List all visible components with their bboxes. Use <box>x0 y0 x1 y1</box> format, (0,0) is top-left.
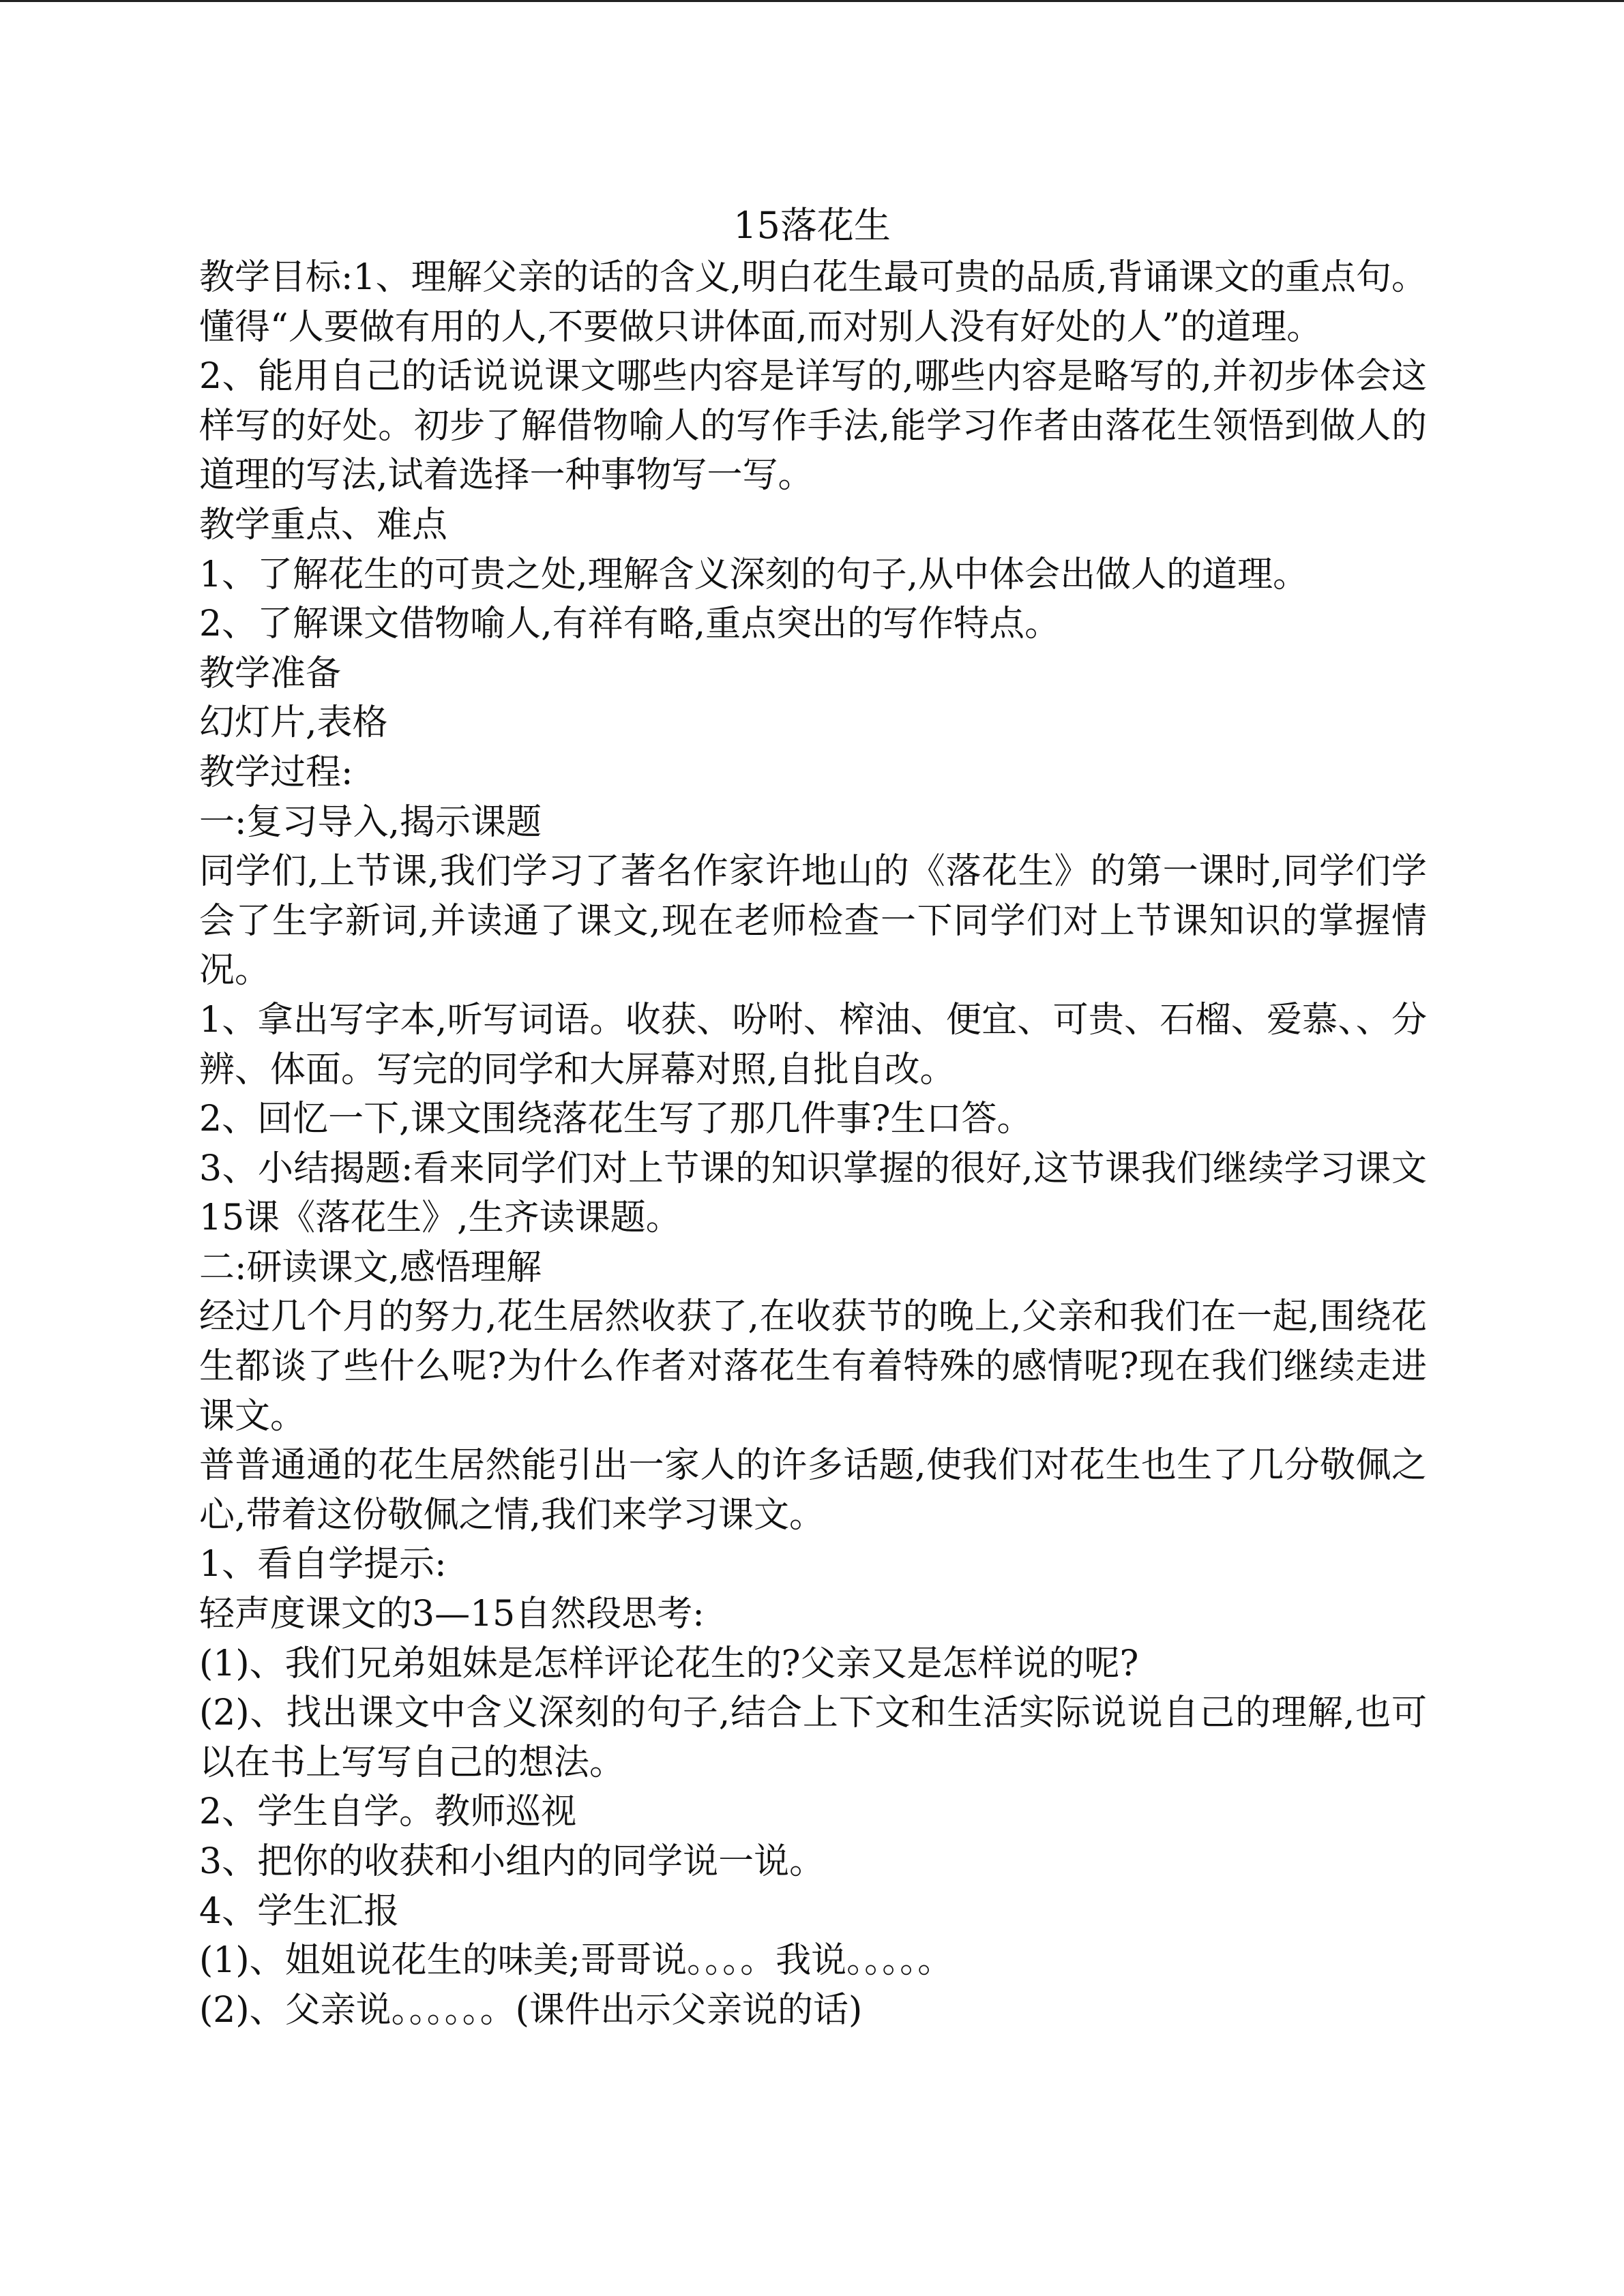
paragraph: 教学目标:1、理解父亲的话的含义,明白花生最可贵的品质,背诵课文的重点句。懂得“人要做有用的人,不要做只讲体面,而对别人没有好处的人”的道理。 <box>199 257 1427 348</box>
document-body <box>199 253 1427 2035</box>
paragraph: 4、学生汇报 <box>199 1890 400 1932</box>
paragraph: 普普通通的花生居然能引出一家人的许多话题,使我们对花生也生了几分敬佩之心,带着这份敬佩之情,我们来学习课文。 <box>199 1445 1427 1536</box>
paragraph: (2)、找出课文中含义深刻的句子,结合上下文和生活实际说说自己的理解,也可以在书上写写自己的想法。 <box>199 1693 1427 1783</box>
paragraph: 教学重点、难点 <box>199 504 448 546</box>
paragraph: 二:研读课文,感悟理解 <box>199 1247 542 1288</box>
paragraph: 一:复习导入,揭示课题 <box>199 801 542 843</box>
paragraph: 1、了解花生的可贵之处,理解含义深刻的句子,从中体会出做人的道理。 <box>199 554 1309 595</box>
paragraph: 3、把你的收获和小组内的同学说一说。 <box>199 1841 825 1882</box>
paragraph: 经过几个月的努力,花生居然收获了,在收获节的晚上,父亲和我们在一起,围绕花生都谈了些什么呢?为什么作者对落花生有着特殊的感情呢?现在我们继续走进课文。 <box>199 1296 1427 1437</box>
paragraph: 教学过程: <box>199 751 353 793</box>
paragraph: 1、拿出写字本,听写词语。收获、吩咐、榨油、便宜、可贵、石榴、爱慕、、分辨、体面。写完的同学和大屏幕对照,自批自改。 <box>199 999 1427 1090</box>
document-title: 15落花生 <box>733 204 891 247</box>
paragraph: 轻声度课文的3—15自然段思考: <box>199 1594 705 1635</box>
paragraph: (1)、姐姐说花生的味美;哥哥说。。。。我说。。。。。 <box>199 1940 954 1982</box>
paragraph: 1、看自学提示: <box>199 1544 447 1585</box>
paragraph: (1)、我们兄弟姐妹是怎样评论花生的?父亲又是怎样说的呢? <box>199 1643 1139 1684</box>
paragraph: 3、小结揭题:看来同学们对上节课的知识掌握的很好,这节课我们继续学习课文15课《落花生》,生齐读课题。 <box>199 1148 1427 1239</box>
paragraph: (2)、父亲说。。。。。。(课件出示父亲说的话) <box>199 1989 863 2031</box>
paragraph: 同学们,上节课,我们学习了著名作家许地山的《落花生》的第一课时,同学们学会了生字新词,并读通了课文,现在老师检查一下同学们对上节课知识的掌握情况。 <box>199 851 1427 992</box>
paragraph: 教学准备 <box>199 653 342 694</box>
paragraph: 2、了解课文借物喻人,有祥有略,重点突出的写作特点。 <box>199 603 1061 645</box>
paragraph: 2、回忆一下,课文围绕落花生写了那几件事?生口答。 <box>199 1099 1033 1140</box>
paragraph: 2、能用自己的话说说课文哪些内容是详写的,哪些内容是略写的,并初步体会这样写的好处。初步了解借物喻人的写作手法,能学习作者由落花生领悟到做人的道理的写法,试着选择一种事物写一写。 <box>199 356 1427 496</box>
paragraph: 幻灯片,表格 <box>199 702 388 744</box>
paragraph: 2、学生自学。教师巡视 <box>199 1791 577 1833</box>
